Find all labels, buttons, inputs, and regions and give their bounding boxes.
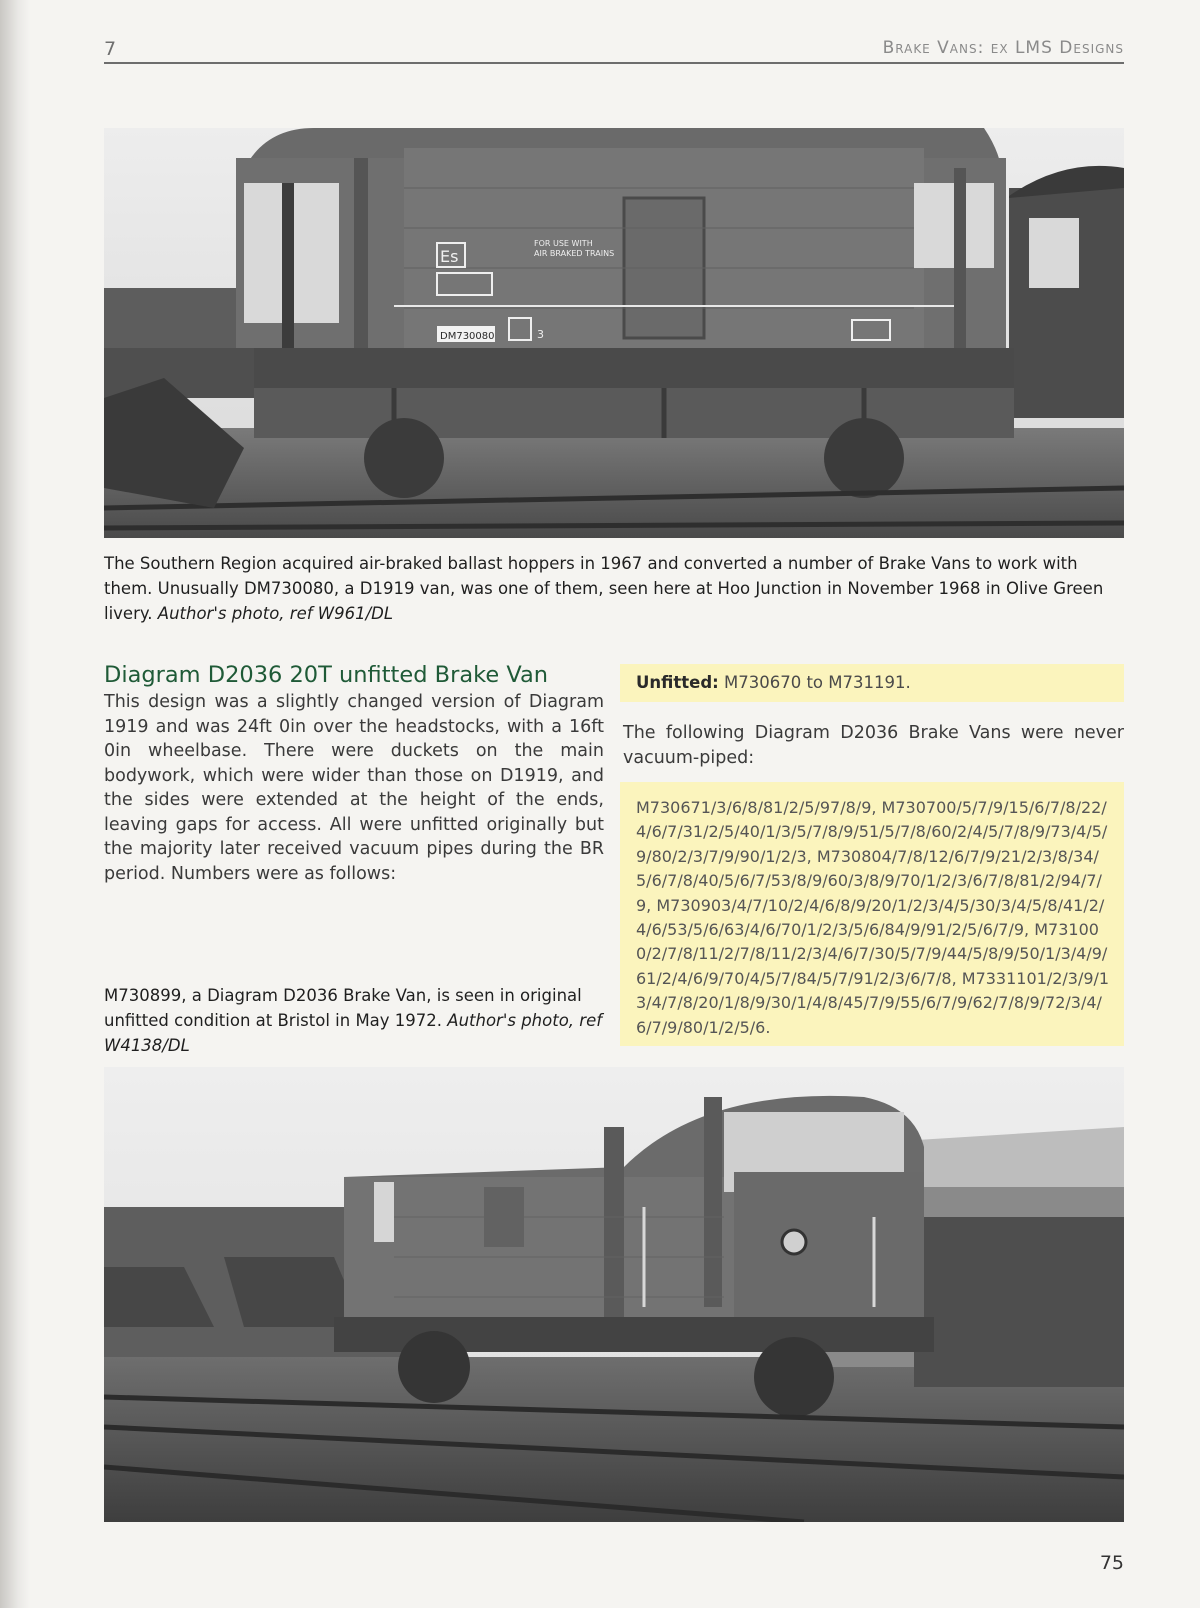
unfitted-value: M730670 to M731191. (718, 673, 911, 692)
page-number: 75 (1099, 1552, 1124, 1574)
photo-brake-van-m730899 (104, 1067, 1124, 1522)
section-body: This design was a slightly changed version of Diagram 1919 and was 24ft 0in over the headstocks, with a 16ft 0in wheelbase. There were duckets on the main bodywork, which were wider than those on D1919, and the sides were extended at the height of the ends, leaving gaps for access. All were unfitted originally but the majority later received vacuum pipes during the BR period. Numbers were as follows: (104, 692, 604, 884)
photo-top-drawing (104, 128, 1124, 538)
never-piped-intro: The following Diagram D2036 Brake Vans were never vacuum-piped: (623, 723, 1124, 768)
photo-bottom-caption-main: M730899, a Diagram D2036 Brake Van, is seen in original unfitted condition at Bristol in May 1972. (104, 986, 582, 1030)
page-spine-shadow (0, 0, 30, 1608)
unfitted-range-box (620, 664, 1124, 702)
photo-brake-van-dm730080 (104, 128, 1124, 538)
photo-top-caption-main: The Southern Region acquired air-braked ballast hoppers in 1967 and converted a number of Brake Vans to work with them. Unusually DM730080, a D1919 van, was one of them, seen here at Hoo Junction in November 1968 in Olive Green livery. (104, 554, 1104, 623)
photo-bottom-caption-credit: Author's photo, ref W4138/DL (104, 1011, 603, 1055)
notice-line-1: FOR USE WITH (534, 239, 593, 248)
chapter-number: 7 (104, 38, 117, 60)
never-piped-number-list: M730671/3/6/8/81/2/5/97/8/9, M730700/5/7/9/15/6/7/8/22/4/6/7/31/2/5/40/1/3/5/7/8/9/51/5/7/8/60/2/4/5/7/8/9/73/4/5/9/80/2/3/7/9/90/1/2/3, M730804/7/8/12/6/7/9/21/2/3/8/34/5/6/7/8/40/5/6/7/53/8/9/60/3/8/9/70/1/2/3/6/7/8/81/2/94/7/9, M730903/4/7/10/2/4/6/8/9/20/1/2/3/4/5/30/3/4/5/8/41/2/4/6/53/5/6/63/4/6/70/1/2/3/5/6/84/9/91/2/5/6/7/9, M731000/2/7/8/11/2/7/8/11/2/3/4/6/7/30/5/7/9/44/5/8/9/50/1/3/4/9/61/2/4/6/9/70/4/5/7/84/5/7/91/2/3/6/7/8, M7331101/2/3/9/13/4/7/8/20/1/8/9/30/1/4/8/45/7/9/55/6/7/9/62/7/8/9/72/3/4/6/7/9/80/1/2/5/6. (620, 782, 1124, 1046)
wheel-right (824, 418, 904, 498)
wheel-left (364, 418, 444, 498)
wheel-left (398, 1331, 470, 1403)
header-rule (104, 62, 1124, 64)
photo-top-caption (104, 551, 1124, 626)
running-title: Brake Vans: ex LMS Designs (882, 38, 1124, 58)
notice-line-2: AIR BRAKED TRAINS (534, 249, 615, 258)
wheel-right (754, 1337, 834, 1417)
photo-bottom-drawing (104, 1067, 1124, 1522)
photo-bottom-caption (104, 983, 604, 1058)
diagram-mark: 3 (537, 328, 544, 341)
tail-lamp (782, 1230, 806, 1254)
unfitted-label: Unfitted: (636, 673, 719, 692)
es-badge-text: Es (440, 247, 459, 266)
section-heading: Diagram D2036 20T unfitted Brake Van (104, 662, 549, 688)
photo-top-caption-credit: Author's photo, ref W961/DL (157, 604, 394, 623)
number-plate-text: DM730080 (440, 331, 495, 342)
